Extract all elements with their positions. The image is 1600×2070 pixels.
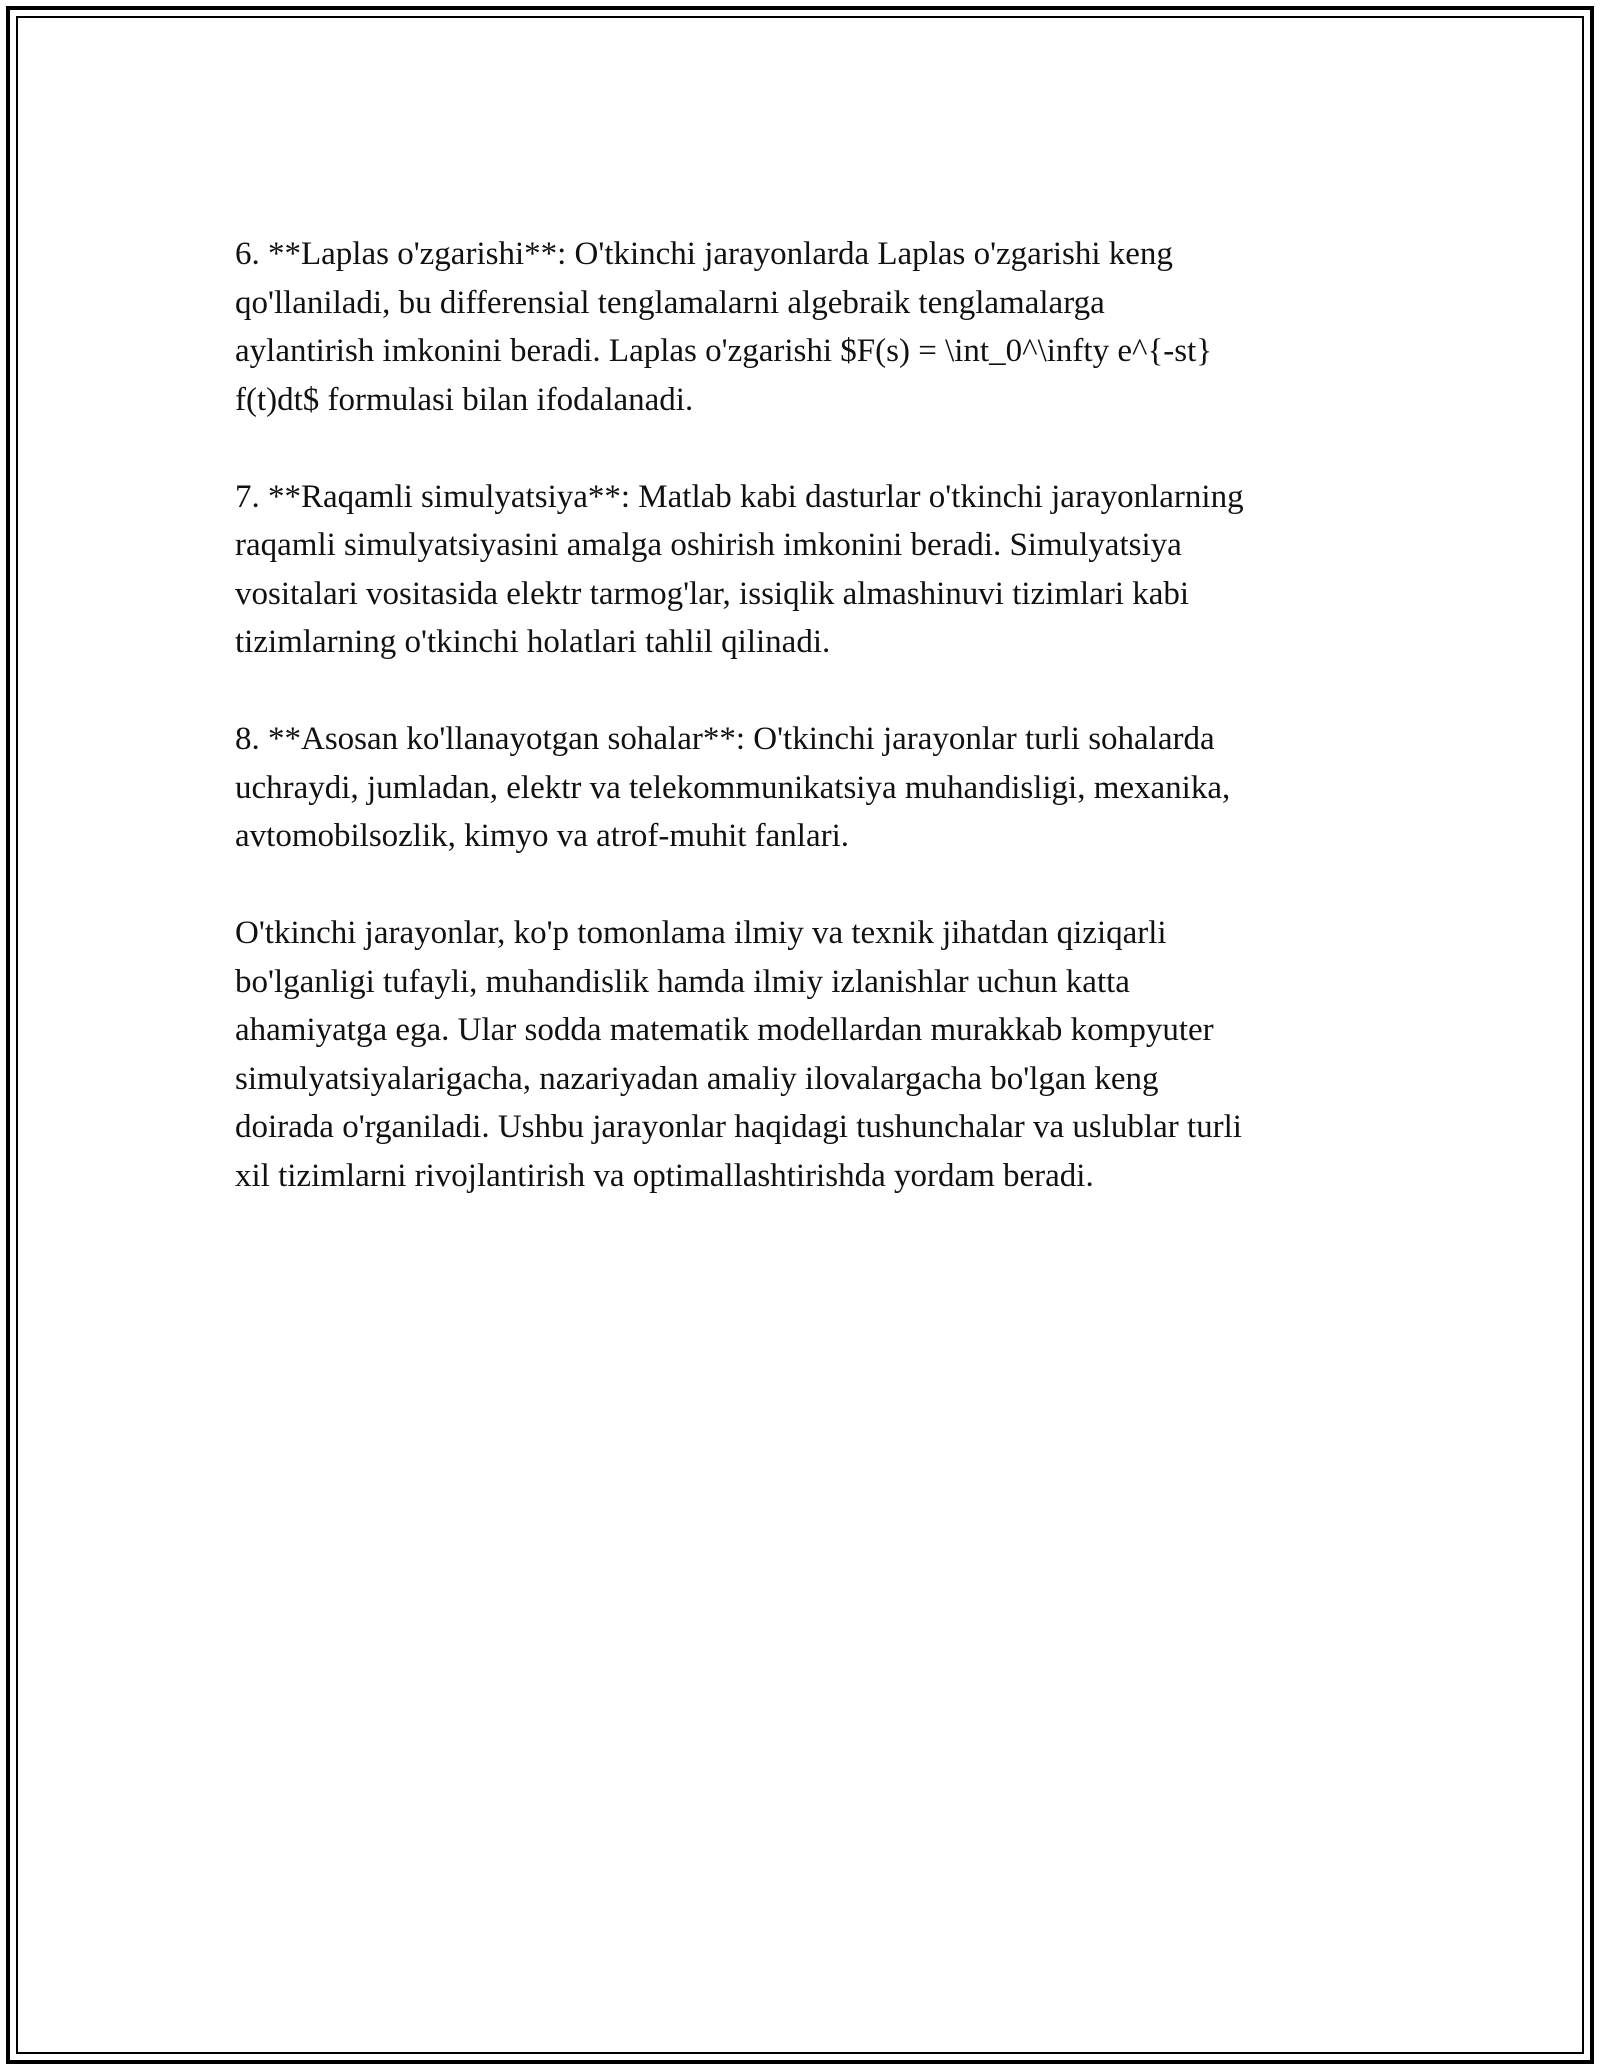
paragraph-laplas-transform: 6. **Laplas o'zgarishi**: O'tkinchi jarayonlarda Laplas o'zgarishi keng qo'llaniladi, bu differensial tenglamalarni algebraik tenglamalarga aylantirish imkonini beradi. Laplas o'zgarishi $F(s) = \int_0^\infty e^{-st} f(t)dt$ formulasi bilan ifodalanadi. [235, 236, 1213, 418]
paragraph-conclusion: O'tkinchi jarayonlar, ko'p tomonlama ilmiy va texnik jihatdan qiziqarli bo'lganligi tufayli, muhandislik hamda ilmiy izlanishlar uchun katta ahamiyatga ega. Ular sodda matematik modellardan murakkab kompyuter simulyatsiyalarigacha, nazariyadan amaliy ilovalargacha bo'lgan keng doirada o'rganiladi. Ushbu jarayonlar haqidagi tushunchalar va uslublar turli xil tizimlarni rivojlantirish va optimallashtirishda yordam beradi. [235, 915, 1242, 1194]
paragraph-application-fields: 8. **Asosan ko'llanayotgan sohalar**: O'tkinchi jarayonlar turli sohalarda uchraydi, jumladan, elektr va telekommunikatsiya muhandisligi, mexanika, avtomobilsozlik, kimyo va atrof-muhit fanlari. [235, 721, 1231, 854]
document-body [235, 230, 1365, 1249]
paragraph-numerical-simulation: 7. **Raqamli simulyatsiya**: Matlab kabi dasturlar o'tkinchi jarayonlarning raqamli simulyatsiyasini amalga oshirish imkonini beradi. Simulyatsiya vositalari vositasida elektr tarmog'lar, issiqlik almashinuvi tizimlari kabi tizimlarning o'tkinchi holatlari tahlil qilinadi. [235, 478, 1244, 660]
